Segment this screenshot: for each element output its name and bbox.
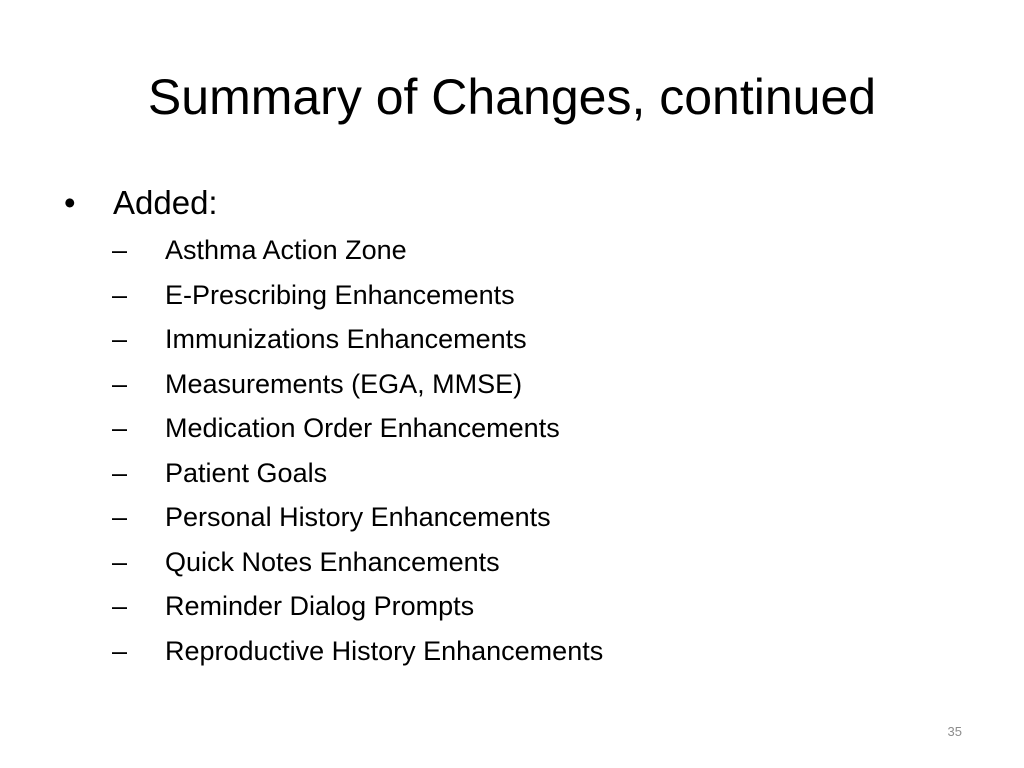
dash-marker: – (112, 546, 128, 577)
bullet-marker: • (64, 184, 76, 221)
dash-marker: – (112, 235, 128, 265)
dash-marker: – (112, 635, 128, 666)
page-number: 35 (947, 724, 962, 739)
dash-marker: – (112, 457, 128, 488)
dash-marker: – (112, 591, 128, 621)
list-item-label: Patient Goals (165, 457, 328, 488)
dash-marker: – (112, 279, 128, 310)
list-item-label: Medication Order Enhancements (165, 413, 560, 443)
dash-marker: – (112, 413, 128, 443)
slide-title: Summary of Changes, continued (147, 69, 877, 125)
list-item-label: Immunizations Enhancements (165, 324, 527, 354)
list-item-label: Quick Notes Enhancements (165, 546, 500, 577)
dash-marker: – (112, 502, 128, 532)
list-item-label: Measurements (EGA, MMSE) (165, 368, 523, 399)
list-item-label: Asthma Action Zone (165, 235, 407, 265)
list-item-label: E-Prescribing Enhancements (165, 279, 515, 310)
list-item-label: Personal History Enhancements (165, 502, 551, 532)
list-item-label: Reproductive History Enhancements (165, 635, 604, 666)
dash-marker: – (112, 324, 128, 354)
list-item-label: Reminder Dialog Prompts (165, 591, 475, 621)
bullet-label: Added: (113, 184, 218, 221)
dash-marker: – (112, 368, 128, 399)
